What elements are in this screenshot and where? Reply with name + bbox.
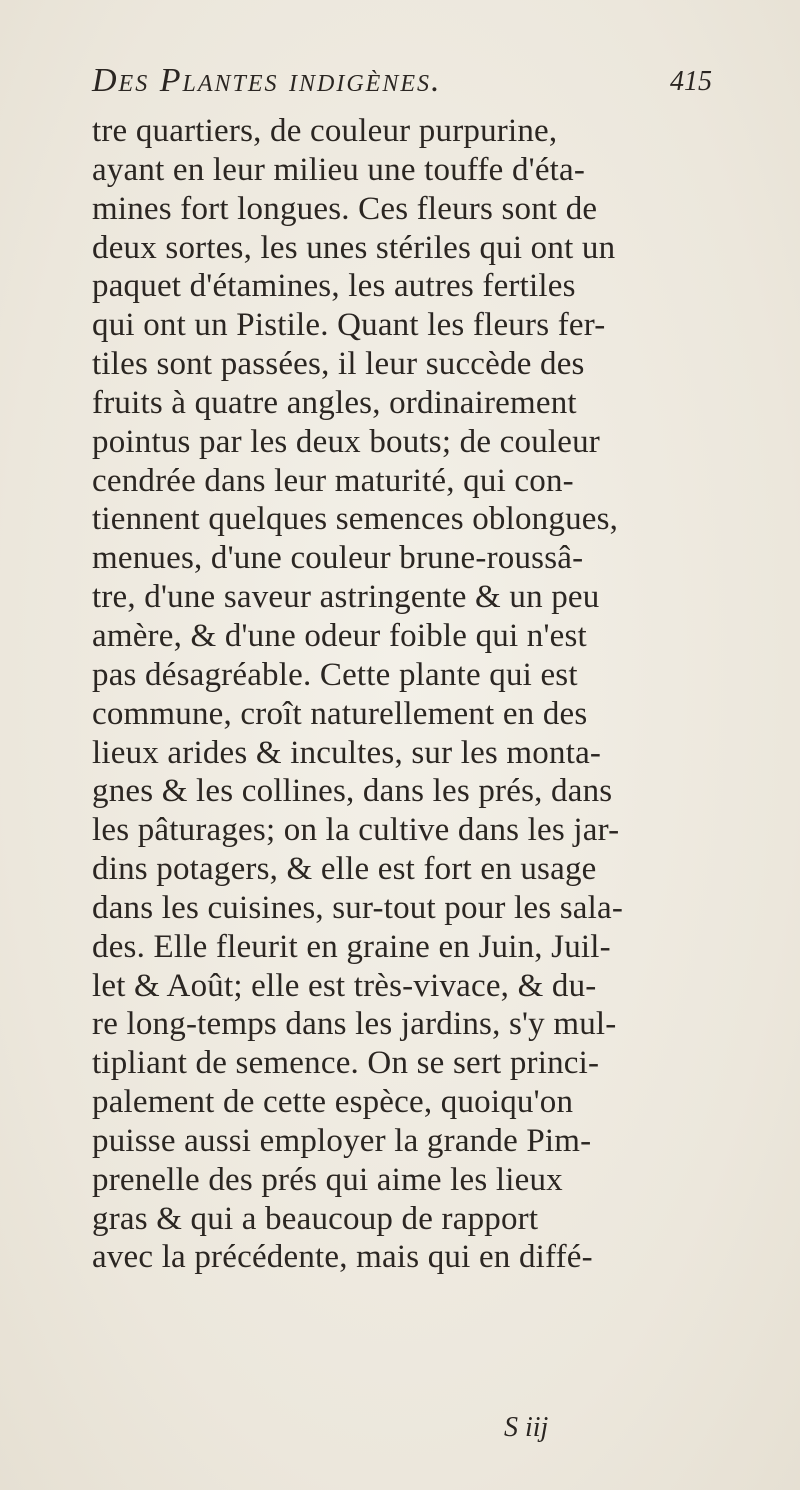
text-line: palement de cette espèce, quoiqu'on (92, 1084, 574, 1121)
text-line: prenelle des prés qui aime les lieux (92, 1161, 563, 1198)
running-head: Des Plantes indigènes. (92, 62, 442, 99)
text-line: mines fort longues. Ces fleurs sont de (92, 190, 598, 227)
text-line: let & Août; elle est très-vivace, & du- (92, 967, 597, 1004)
text-line: deux sortes, les unes stériles qui ont un (92, 229, 616, 266)
text-line: gras & qui a beaucoup de rapport (92, 1200, 539, 1237)
text-line: lieux arides & incultes, sur les monta- (92, 734, 602, 771)
text-line: dins potagers, & elle est fort en usage (92, 851, 597, 888)
text-line: gnes & les collines, dans les prés, dans (92, 773, 613, 810)
text-line: cendrée dans leur maturité, qui con- (92, 462, 574, 499)
signature-mark: S iij (504, 1412, 549, 1443)
text-line: tre quartiers, de couleur purpurine, (92, 113, 558, 149)
text-line: commune, croît naturellement en des (92, 695, 588, 732)
page-number: 415 (670, 66, 712, 97)
text-line: les pâturages; on la cultive dans les jar- (92, 812, 620, 849)
text-line: menues, d'une couleur brune-roussâ- (92, 540, 584, 577)
text-line: re long-temps dans les jardins, s'y mul- (92, 1006, 617, 1043)
text-line: des. Elle fleurit en graine en Juin, Juil- (92, 928, 611, 965)
text-line: tiles sont passées, il leur succède des (92, 346, 585, 383)
text-line: pointus par les deux bouts; de couleur (92, 423, 600, 460)
text-line: qui ont un Pistile. Quant les fleurs fer- (92, 307, 606, 344)
text-line: ayant en leur milieu une touffe d'éta- (92, 151, 586, 188)
page-header (92, 62, 712, 110)
text-line: fruits à quatre angles, ordinairement (92, 384, 577, 421)
text-line: tipliant de semence. On se sert princi- (92, 1045, 600, 1082)
text-line: dans les cuisines, sur-tout pour les sala- (92, 889, 624, 926)
text-line: tiennent quelques semences oblongues, (92, 501, 619, 538)
text-line: paquet d'étamines, les autres fertiles (92, 268, 576, 305)
text-line: amère, & d'une odeur foible qui n'est (92, 617, 587, 654)
text-line: avec la précédente, mais qui en diffé- (92, 1239, 593, 1276)
body-text (92, 112, 722, 1277)
text-line: tre, d'une saveur astringente & un peu (92, 579, 600, 616)
text-line: puisse aussi employer la grande Pim- (92, 1122, 592, 1159)
text-line: pas désagréable. Cette plante qui est (92, 656, 578, 693)
